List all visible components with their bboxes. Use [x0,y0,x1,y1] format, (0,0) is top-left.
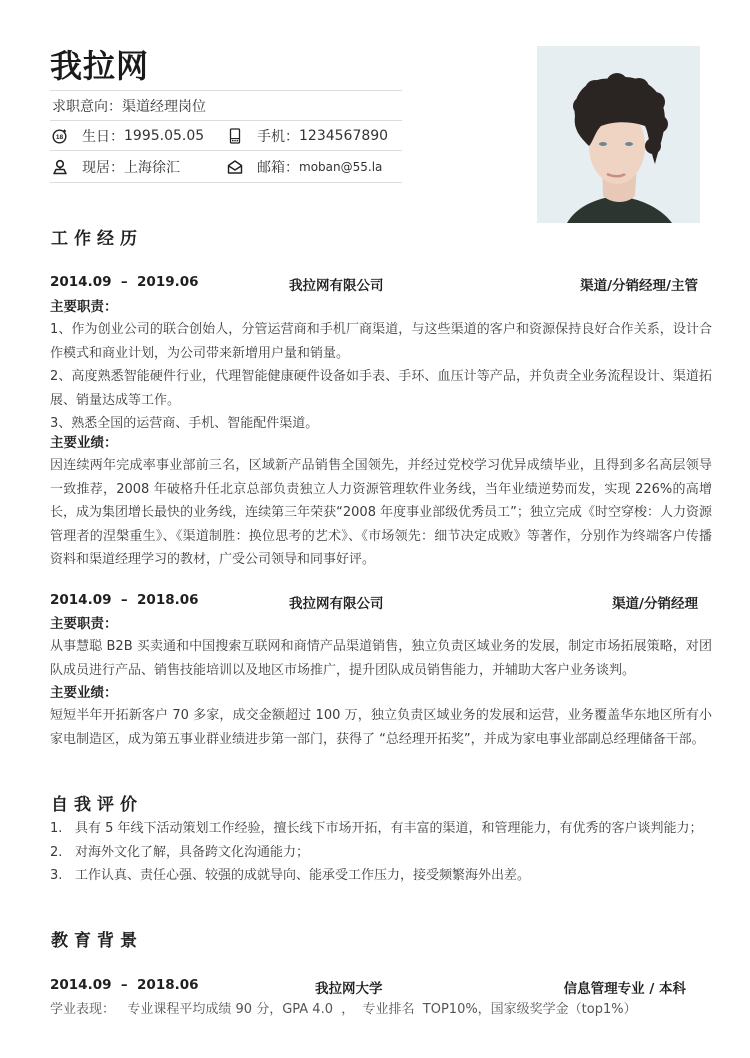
phone-field [227,121,388,151]
job-company: 我拉网有限公司 [289,596,384,612]
email-label: 邮箱： [257,160,299,176]
job-date: 2014.09 – 2019.06 [50,274,199,290]
svg-text:18: 18 [55,134,64,141]
job-position: 渠道/分销经理 [612,596,698,612]
achievements-text: 因连续两年完成率事业部前三名，区域新产品销售全国领先，并经过党校学习优异成绩毕业，且得到多名高层领导一致推荐，2008 年破格升任北京总部负责独立人力资源管理软件业务线，当年业绩逆势而发，实现 226%的高增长，成为集团增长最快的业务线，连续第三年荣获“2008 年度事业部级优秀员工”；独立完成《时空穿梭：人力资源管理者的涅槃重生》、《渠道制胜：换位思考的艺术》、《市场领先：细节决定成败》等著作，分别作为终端客户传播资料和渠道经理学习的教材，广受公司领导和同事好评。 [50,458,712,567]
list-item: 2. 对海外文化了解，具备跨文化沟通能力； [50,844,310,860]
residence-label: 现居： [82,160,124,176]
birthday-field [52,121,204,151]
achievements-text: 短短半年开拓新客户 70 多家，成交金额超过 100 万，独立负责区域业务的发展和运营，业务覆盖华东地区所有小家电制造区，成为第五事业群业绩进步第一部门，获得了 “总经理开拓奖”，并成为家电事业部副总经理储备干部。 [50,708,712,747]
info-row-1 [50,121,402,151]
duty-item: 1、作为创业公司的联合创始人，分管运营商和手机厂商渠道，与这些渠道的客户和资源保持良好合作关系，设计合作模式和商业计划，为公司带来新增用户量和销量。 [50,322,712,361]
email-field [227,152,382,182]
duty-item: 2、高度熟悉智能硬件行业，代理智能健康硬件设备如手表、手环、血压计等产品，并负责全业务流程设计、渠道拓展、销量达成等工作。 [50,369,712,408]
duties-label: 主要职责： [50,616,118,632]
duties-list [50,635,712,682]
birthday-label: 生日： [82,129,124,145]
phone-label: 手机： [257,129,299,145]
mobile-phone-icon [227,128,243,144]
job-intent: 求职意向：渠道经理岗位 [52,99,206,115]
profile-photo [537,46,700,223]
age-18-icon [52,128,68,144]
duties-list [50,318,712,436]
residence-value: 上海徐汇 [124,160,180,176]
edu-school: 我拉网大学 [315,981,383,997]
education-header [50,977,686,997]
edu-major: 信息管理专业 / 本科 [563,981,686,997]
job-header-1 [50,274,700,294]
location-person-icon [52,159,68,175]
duty-item: 3、熟悉全国的运营商、手机、智能配件渠道。 [50,416,319,431]
self-eval-list [50,817,720,888]
divider [50,90,402,91]
job-position: 渠道/分销经理/主管 [580,278,698,294]
job-header-2 [50,592,700,612]
section-title-education: 教育背景 [51,931,143,951]
envelope-icon [227,159,243,175]
divider [50,150,402,151]
list-item: 3. 工作认真、责任心强、较强的成就导向、能承受工作压力，接受频繁海外出差。 [50,868,531,883]
academic-performance: 学业表现： 专业课程平均成绩 90 分，GPA 4.0 ， 专业排名 TOP10%，国家级奖学金（top1%） [50,1002,637,1017]
candidate-name: 我拉网 [50,47,150,85]
edu-date: 2014.09 – 2018.06 [50,977,199,993]
residence-field [52,152,180,182]
phone-value: 1234567890 [299,128,389,144]
email-value[interactable]: moban@55.la [299,160,383,174]
achievements-label: 主要业绩： [50,685,118,701]
section-title-work: 工作经历 [51,229,143,249]
job-company: 我拉网有限公司 [289,278,384,294]
divider [50,182,402,183]
list-item: 1. 具有 5 年线下活动策划工作经验，擅长线下市场开拓，有丰富的渠道，和管理能力，有优秀的客户谈判能力； [50,821,703,836]
section-title-self-eval: 自我评价 [51,795,143,815]
job-date: 2014.09 – 2018.06 [50,592,199,608]
duties-label: 主要职责： [50,299,118,315]
info-row-2 [50,152,402,182]
duty-item: 从事慧聪 B2B 买卖通和中国搜索互联网和商情产品渠道销售，独立负责区域业务的发展，制定市场拓展策略，对团队成员进行产品、销售技能培训以及地区市场推广，提升团队成员销售能力，并辅助大客户业务谈判。 [50,639,712,678]
achievements-label: 主要业绩： [50,435,118,451]
birthday-value: 1995.05.05 [124,128,205,144]
